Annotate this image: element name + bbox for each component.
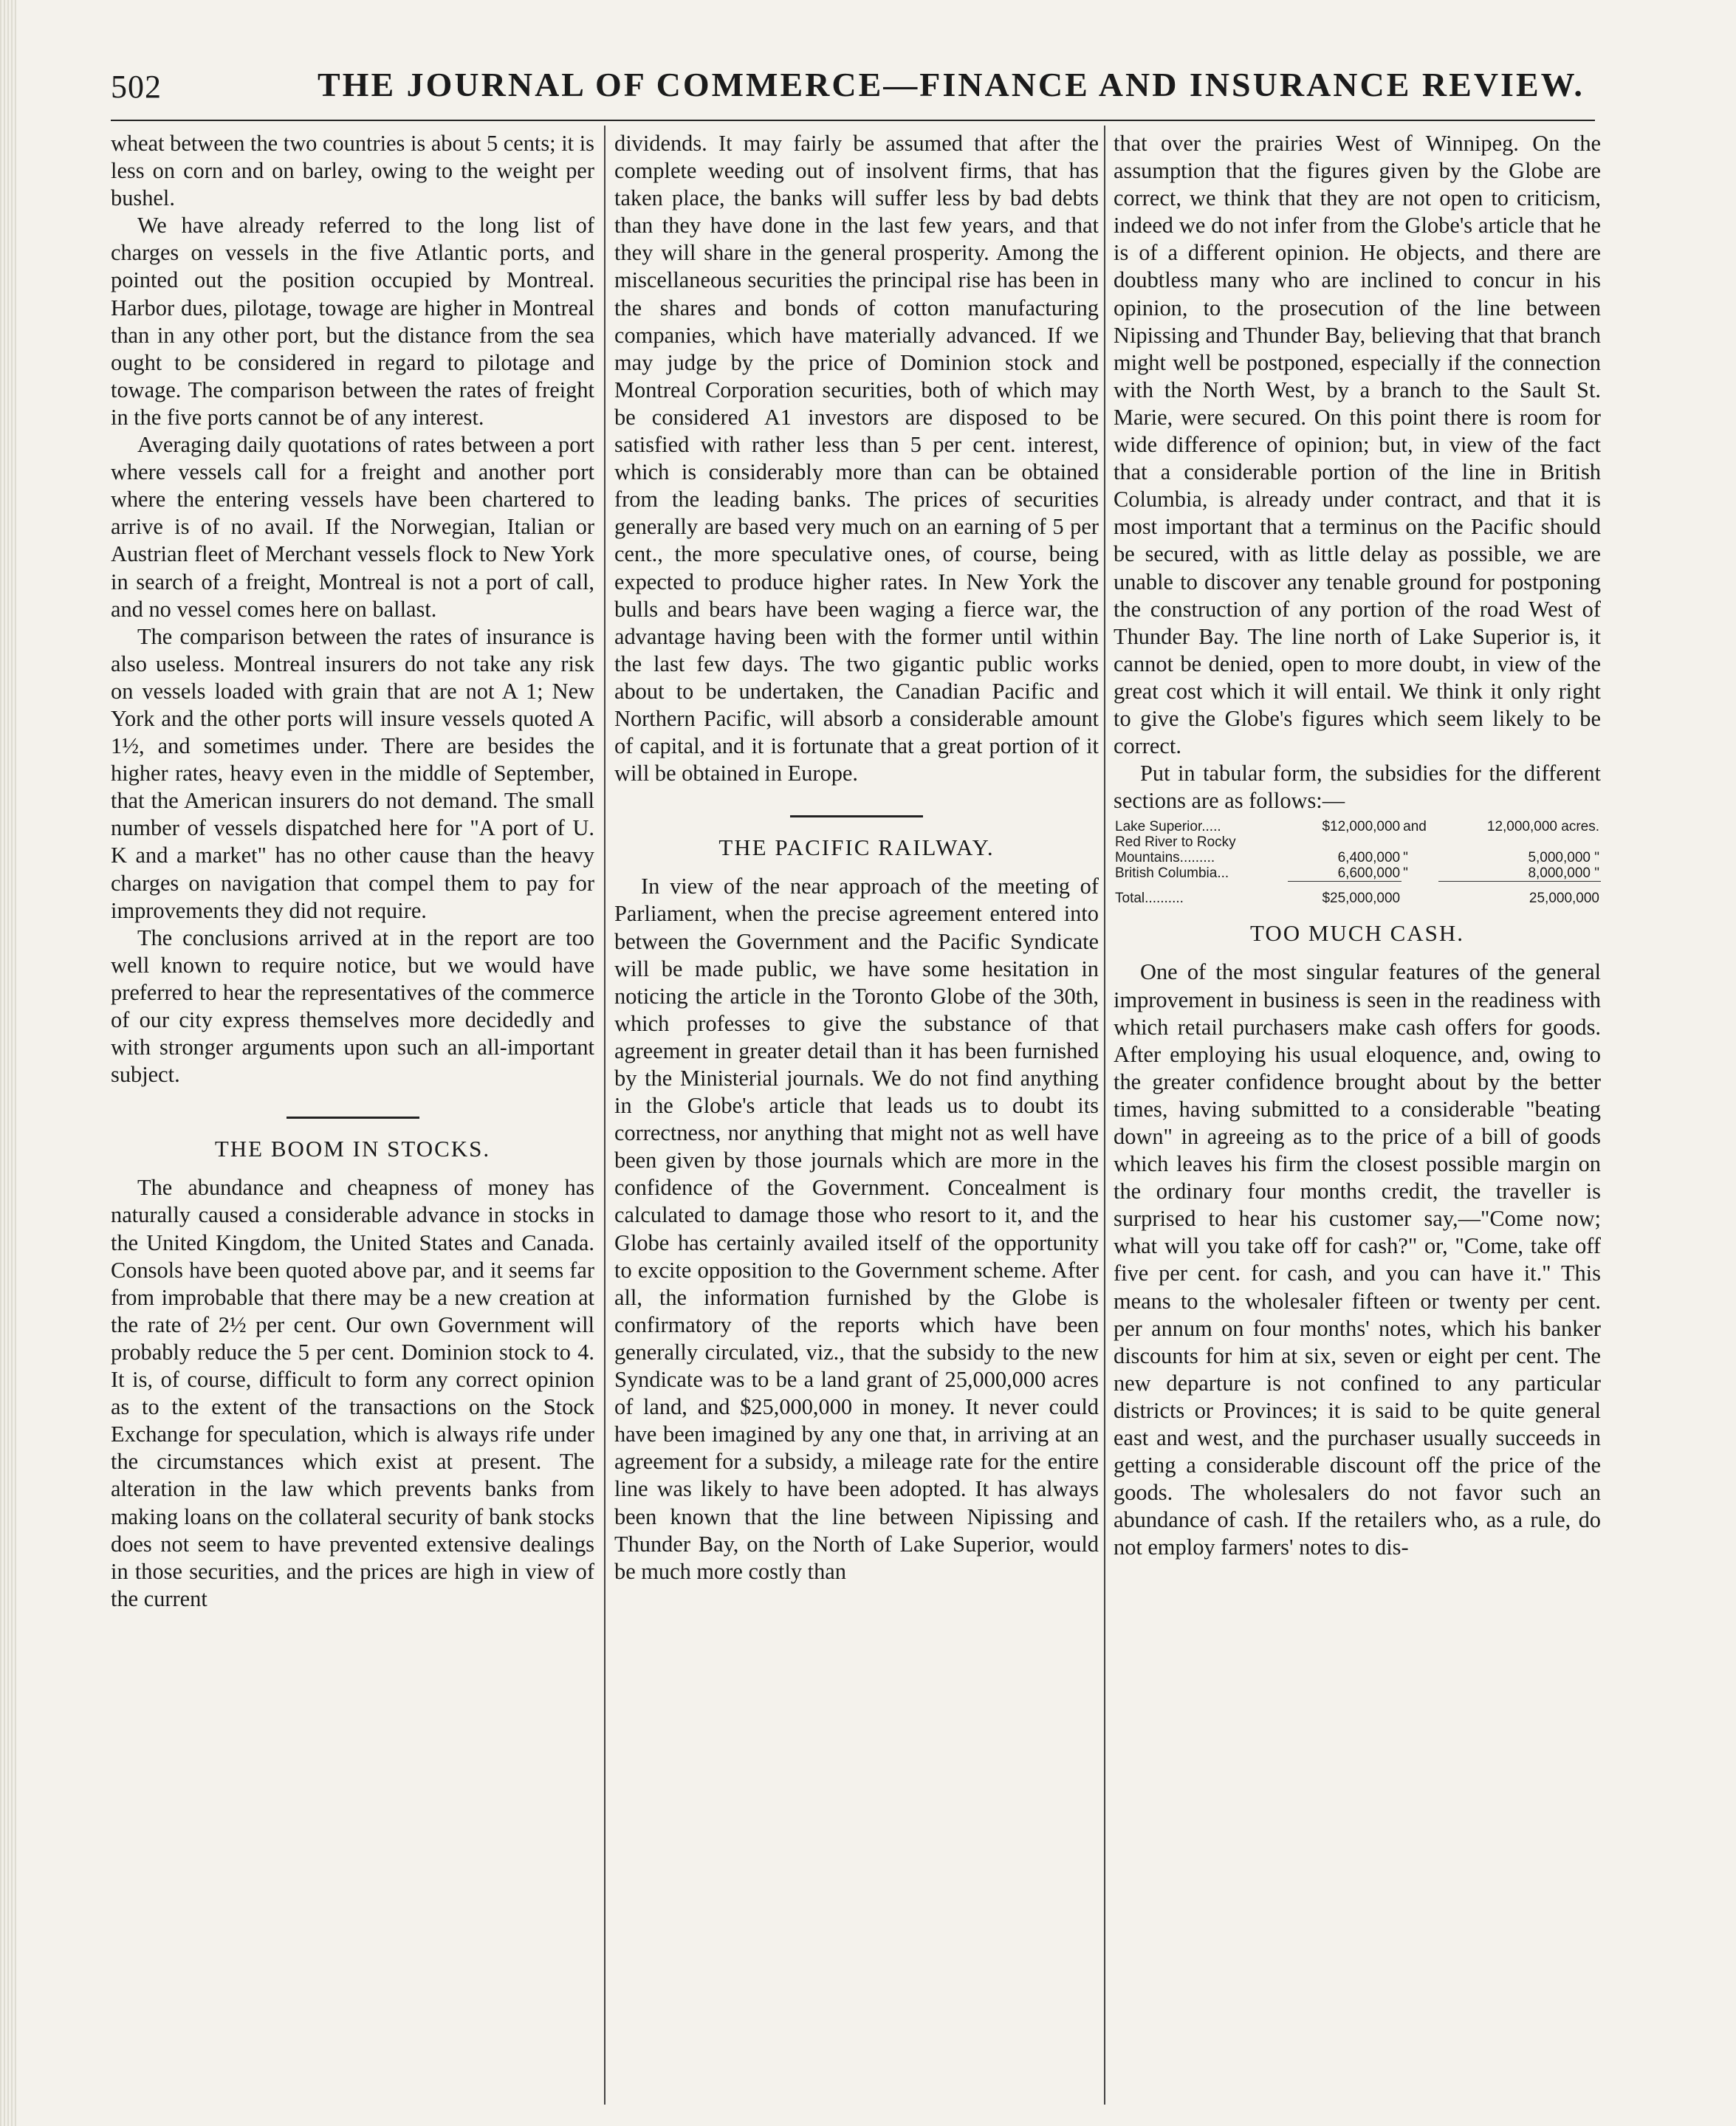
paragraph: Averaging daily quotations of rates between a port where vessels call for a freight and another port where the entering vessels have been chartered to arrive is of no avail. If the Norwegian, Italian or Austrian fleet of Merchant vessels flock to New York in search of a freight, Montreal is not a port of call, and no vessel comes here on ballast. (111, 432, 594, 622)
table-cell: " (1403, 850, 1408, 866)
paragraph: Put in tabular form, the subsidies for the different sections are as follows:— (1114, 761, 1601, 814)
paragraph: wheat between the two countries is about 5 cents; it is less on corn and on barley, owing to the weight per bushel. (111, 131, 594, 211)
paragraph: We have already referred to the long list of charges on vessels in the five Atlantic ports, and pointed out the position occupied by Montreal. Harbor dues, pilotage, towage are higher in Montreal than in any other port, but the distance from the sea ought to be considered in regard to pilotage and towage. The comparison between the rates of freight in the five ports cannot be of any interest. (111, 213, 594, 430)
table-cell: British Columbia... (1115, 865, 1229, 882)
column-divider (604, 126, 605, 2105)
table-cell: and (1403, 819, 1427, 835)
column-2 (614, 130, 1099, 2094)
paragraph: dividends. It may fairly be assumed that after the complete weeding out of insolvent firms, that has taken place, the banks will suffer less by bad debts than they have done in the last few years, and that they will share in the general prosperity. Among the miscellaneous securities the principal rise has been in the shares and bonds of cotton manufacturing companies, which have materially advanced. If we may judge by the price of Dominion stock and Montreal Corporation securities, both of which may be considered A1 investors are disposed to be satisfied with rather less than 5 per cent. interest, which is considerably more than can be obtained from the leading banks. The prices of securities generally are based very much on an earning of 5 per cent., the more speculative ones, of course, being expected to produce higher rates. In New York the bulls and bears have been waging a fierce war, the advantage having been with the former until within the last few days. The two gigantic public works about to be undertaken, the Canadian Pacific and Northern Pacific, will absorb a considerable amount of capital, and it is fortunate that a great portion of it will be obtained in Europe. (614, 131, 1099, 786)
paragraph: The comparison between the rates of insurance is also useless. Montreal insurers do not take any risk on vessels loaded with grain that are not A 1; New York and the other ports will insure vessels quoted A 1½, and sometimes under. There are besides the higher rates, heavy even in the middle of September, that the American insurers do not demand. The small number of vessels dispatched here for "A port of U. K and a market" has no other cause than the heavy charges on navigation that compel them to pay for improvements they did not require. (111, 623, 594, 923)
column-divider (1104, 126, 1105, 2105)
table-row (1114, 834, 1601, 850)
page-number: 502 (111, 69, 162, 105)
section-rule (287, 1117, 419, 1119)
table-cell (1438, 834, 1601, 850)
section-heading: THE PACIFIC RAILWAY. (718, 834, 995, 861)
page-binding-edge (0, 0, 16, 2126)
table-row (1114, 865, 1601, 882)
paragraph: In view of the near approach of the meeting of Parliament, when the precise agreement entered into between the Government and the Pacific Syndicate will be made public, we have some hesitation in noticing the article in the Toronto Globe of the 30th, which professes to give the substance of that agreement in greater detail than it has been furnished by the Ministerial journals. We do not find anything in the Globe's article that leads us to doubt its correctness, nor anything that might not as well have been given by those journals which are more in the confidence of the Government. Concealment is calculated to damage those who resort to it, and the Globe has certainly availed itself of the opportunity to excite opposition to the Government scheme. After all, the information furnished by the Globe is confirmatory of the reports which have been generally circulated, viz., that the subsidy to the new Syndicate was to be a land grant of 25,000,000 acres of land, and $25,000,000 in money. It never could have been imagined by any one that, in arriving at an agreement for a subsidy, a mileage rate for the entire line was likely to have been adopted. It has always been known that the line between Nipissing and Thunder Bay, on the North of Lake Superior, would be much more costly than (614, 874, 1099, 1584)
table-cell: Total.......... (1115, 890, 1184, 906)
table-cell: 8,000,000 " (1528, 865, 1599, 882)
table-cell: Lake Superior..... (1115, 819, 1221, 835)
section-heading: TOO MUCH CASH. (1249, 920, 1465, 947)
subsidies-table-wrap (1114, 819, 1601, 906)
table-cell: Mountains......... (1115, 850, 1215, 866)
table-cell: $12,000,000 (1322, 819, 1401, 835)
table-cell: 12,000,000 acres. (1486, 819, 1599, 835)
table-total-row (1114, 882, 1601, 907)
paragraph: The abundance and cheapness of money has naturally caused a considerable advance in stocks in the United Kingdom, the United States and Canada. Consols have been quoted above par, and it seems far from improbable that there may be a new creation at the rate of 2½ per cent. Our own Government will probably reduce the 5 per cent. Dominion stock to 4. It is, of course, difficult to form any correct opinion as to the extent of the transactions on the Stock Exchange for speculation, which is always rife under the circumstances which exist at present. The alteration in the law which prevents banks from making loans on the collateral security of bank stocks does not seem to have prevented extensive dealings in those securities, and the prices are high in view of the current (111, 1175, 594, 1611)
table-cell: 5,000,000 " (1528, 850, 1599, 866)
paragraph: that over the prairies West of Winnipeg. On the assumption that the figures given by the Globe are correct, we think that they are not open to criticism, indeed we do not infer from the Globe's article that he is of a different opinion. He objects, and there are doubtless many who are inclined to concur in his opinion, to the prosecution of the line between Nipissing and Thunder Bay, believing that that branch might well be postponed, especially if the connection with the North West, by a branch to the Sault St. Marie, were secured. On this point there is room for wide difference of opinion; but, in view of the fact that a considerable portion of the line in British Columbia, is already under contract, and that it is most important that a terminus on the Pacific should be secured, with as little delay as possible, we are unable to discover any tenable ground for postponing the construction of any portion of the road West of Thunder Bay. The line north of Lake Superior is, it cannot be denied, open to more doubt, in view of the great cost which it will entail. We think it only right to give the Globe's figures which seem likely to be correct. (1114, 131, 1601, 759)
header-rule (111, 120, 1595, 121)
page-header (111, 65, 1595, 109)
section-heading: THE BOOM IN STOCKS. (214, 1136, 491, 1162)
table-row (1114, 850, 1601, 865)
table-cell (1402, 834, 1438, 850)
table-row (1114, 819, 1601, 834)
section-rule (790, 815, 923, 817)
table-cell (1402, 882, 1438, 907)
table-cell: 6,400,000 (1337, 850, 1401, 866)
table-cell: Red River to Rocky (1115, 834, 1236, 851)
table-cell: 25,000,000 (1438, 882, 1601, 907)
paragraph: One of the most singular features of the general improvement in business is seen in the readiness with which retail purchasers make cash offers for goods. After employing his usual eloquence, and, owing to the greater confidence brought about by the better times, having submitted to a considerable "beating down" in agreeing as to the price of a bill of goods which leaves his firm the closest possible margin on the ordinary four months credit, the traveller is surprised to hear his customer say,—"Come now; what will you take off for cash?" or, "Come, take off five per cent. for cash, and you can have it." This means to the wholesaler fifteen or twenty per cent. per annum on four months' notes, which his banker discounts for him at six, seven or eight per cent. The new departure is not confined to any particular districts or Provinces; it is said to be quite general east and west, and the purchaser usually succeeds in getting a considerable discount off the price of the goods. The wholesalers do not favor such an abundance of cash. If the retailers who, as a rule, do not employ farmers' notes to dis- (1114, 959, 1601, 1560)
table-cell: " (1403, 865, 1408, 882)
column-1 (111, 130, 594, 2094)
column-3 (1114, 130, 1601, 2094)
subsidies-table (1114, 819, 1601, 906)
table-cell: 6,600,000 (1337, 865, 1401, 882)
paragraph: The conclusions arrived at in the report are too well known to require notice, but we would have preferred to hear the representatives of the commerce of our city express themselves more decidedly and with stronger arguments upon such an all-important subject. (111, 925, 594, 1088)
table-cell (1288, 834, 1402, 850)
running-title: THE JOURNAL OF COMMERCE—FINANCE AND INSURANCE REVIEW. (318, 66, 1585, 103)
table-cell: $25,000,000 (1288, 882, 1402, 907)
